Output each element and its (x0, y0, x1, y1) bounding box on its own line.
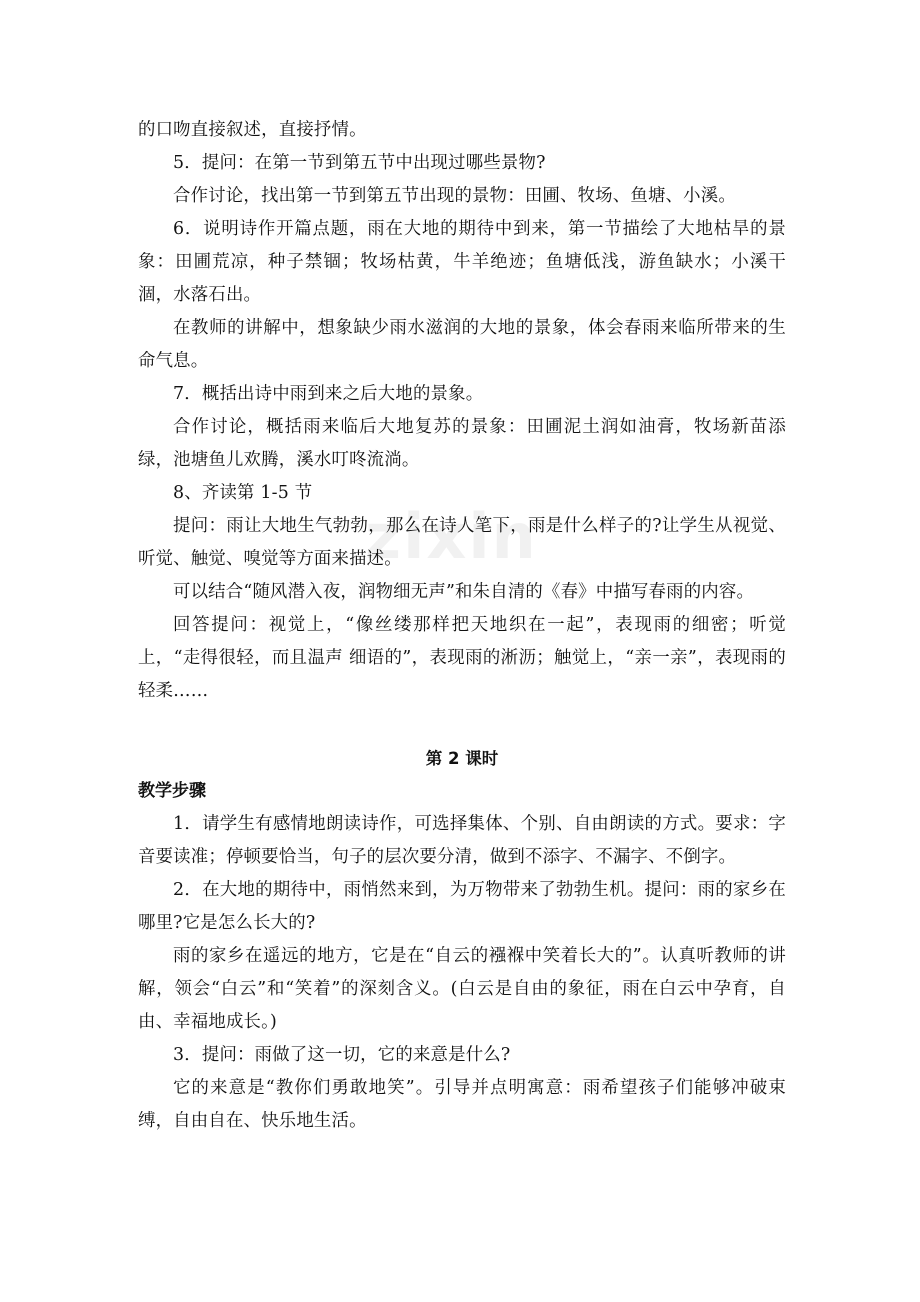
document-body (138, 114, 786, 1138)
paragraph: 在教师的讲解中，想象缺少雨水滋润的大地的景象，体会春雨来临所带来的生命气息。 (138, 318, 786, 371)
paragraph: 合作讨论，找出第一节到第五节出现的景物：田圃、牧场、鱼塘、小溪。 (173, 186, 736, 206)
paragraph: 可以结合“随风潜入夜，润物细无声”和朱自清的《春》中描写春雨的内容。 (173, 582, 755, 602)
paragraph: 8、齐读第 1-5 节 (173, 483, 313, 503)
paragraph: 雨的家乡在遥远的地方，它是在“自云的襁褓中笑着长大的”。认真听教师的讲解，领会“白云”和“笑着”的深刻含义。(白云是自由的象征，雨在白云中孕育，自由、幸福地成长。) (138, 946, 786, 1032)
paragraph: 提问：雨让大地生气勃勃，那么在诗人笔下，雨是什么样子的?让学生从视觉、听觉、触觉、嗅觉等方面来描述。 (138, 516, 786, 569)
lesson-title: 第 2 课时 (425, 749, 499, 768)
paragraph: 3．提问：雨做了这一切，它的来意是什么? (173, 1045, 511, 1065)
paragraph: 回答提问：视觉上，“像丝缕那样把天地织在一起”，表现雨的细密；听觉上，“走得很轻，而且温声 细语的”，表现雨的淅沥；触觉上，“亲一亲”，表现雨的轻柔…… (138, 615, 786, 701)
paragraph: 1．请学生有感情地朗读诗作，可选择集体、个别、自由朗读的方式。要求：字音要读准；停顿要恰当，句子的层次要分清，做到不添字、不漏字、不倒字。 (138, 814, 786, 867)
paragraph: 合作讨论，概括雨来临后大地复苏的景象：田圃泥土润如油膏，牧场新苗添绿，池塘鱼儿欢腾，溪水叮咚流淌。 (138, 417, 786, 470)
paragraph: 2．在大地的期待中，雨悄然来到，为万物带来了勃勃生机。提问：雨的家乡在哪里?它是怎么长大的? (138, 880, 786, 933)
section-gap (138, 708, 786, 742)
watermark: zixin (365, 500, 538, 573)
section-heading: 教学步骤 (138, 781, 206, 801)
lesson-2-section (138, 808, 786, 1138)
paragraph: 5．提问：在第一节到第五节中出现过哪些景物? (173, 153, 546, 173)
lesson-1-section (138, 114, 786, 708)
paragraph: 它的来意是“教你们勇敢地笑”。引导并点明寓意：雨希望孩子们能够冲破束缚，自由自在、快乐地生活。 (138, 1078, 786, 1131)
paragraph: 的口吻直接叙述，直接抒情。 (138, 120, 367, 140)
paragraph: 6．说明诗作开篇点题，雨在大地的期待中到来，第一节描绘了大地枯旱的景象：田圃荒凉，种子禁锢；牧场枯黄，牛羊绝迹；鱼塘低浅，游鱼缺水；小溪干涸，水落石出。 (138, 219, 786, 305)
paragraph: 7．概括出诗中雨到来之后大地的景象。 (173, 384, 484, 404)
